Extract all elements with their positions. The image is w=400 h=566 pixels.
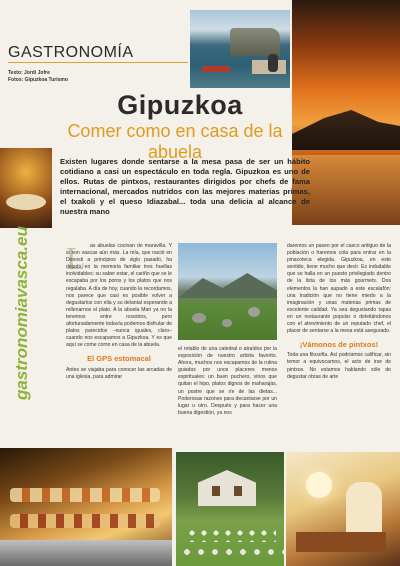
article-intro: Existen lugares donde sentarse a la mesa pasa de ser un hábito cotidiano a casi un espectáculo en toda regla. Gipuzkoa es uno de ellos. Rutas de pintxos, restaurantes dirigidos por chefs de fama internacional, mercados nutridos con las mejores materias primas, el txakoli y el queso Idiazabal... toda una delicia al alcance de nuestra mano (60, 157, 310, 216)
section-rule (8, 62, 188, 63)
col1-paragraph-2: Antes se viajaba para conocer las arcadas de una iglesia, para admirar (66, 366, 172, 380)
col3-paragraph-2: Toda una filosofía. Así podríamos calificar, sin temor a equivocarnos, el acto de irse de pintxos. No estamos hablando sólo de degustar obras de arte (287, 352, 391, 380)
mountain-meadow-photo (178, 243, 277, 340)
section-title: GASTRONOMÍA (8, 44, 134, 61)
col3-subhead: ¡Vámonos de pintxos! (299, 340, 379, 350)
col2-paragraph: el retablo de una catedral o atraídos por la exposición de nuestro artista favorito. Ahora, muchos nos escapamos de la rutina guiados por unos placeres menos espirituales: un buen puchero, vinos que quitan el hipo, platos dignos de maharajás, un postre que se ríe de las dietas... Poderosas razones para decantarse por un lugar u otro. Después y para hacer una buena digestión, ya nos (178, 346, 277, 416)
col1-subhead: El GPS estomacal (87, 354, 151, 364)
column-3 (287, 243, 391, 383)
credits-photo: Fotos: Gipuzkoa Turismo (8, 77, 68, 83)
sidebar-url: gastronomiavasca.eu (12, 226, 31, 400)
coastal-town-photo (190, 10, 290, 88)
article-subtitle: Comer como en casa de la abuela (67, 121, 283, 162)
dropcap: L (66, 240, 86, 276)
column-1 (66, 240, 172, 383)
farmhouse-sheep-photo (176, 452, 284, 566)
credits (8, 70, 68, 84)
pintxos-counter-photo (0, 448, 172, 566)
credits-text: Texto: Jordi Jofre (8, 70, 50, 76)
col1-paragraph-1: as abuelas cocinan de maravilla. Y si son vascas aún más. La mía, que nació en Donosti a principios de siglo pasado, ha dejado en la memoria familiar tres huellas inolvidables: su saber estar, el cariño que se le escapaba por los poros y los platos que nos regalaba. A día de hoy, cuando la recordamos, nos parece que casi es posible volver a degustarlos con ella y su delantal esperando a rellenarnos el plato. A la abuela Mari ya no la tenemos entre nosotros, pero afortunadamente todavía podemos disfrutar de platos parecidos –nunca iguales, claro– cuando nos escapamos a Gipuzkoa. Y es que aquí se come como en casa de la abuela. (66, 243, 172, 349)
restaurant-interior-photo (286, 452, 400, 566)
article-title: Gipuzkoa (117, 90, 243, 120)
col3-paragraph-1: daremos un paseo por el casco antiguo de la población o haremos cola para entrar en la pinacoteca elegida. Gipuzkoa, en este sentido, tiene mucho que decir. Es indudable que se halla en un puesto privilegiado dentro de la lista de los más gourmets. Dos elementos la han aupado a este escalafón: una tradición que no tiene miedo a la imaginación y unas materias primas de excelente calidad. Ya sea degustando tapas en un restaurante popular o deleitándonos con el atrevimiento de un reputado chef, el placer de sentarse a la mesa está asegurado. (287, 243, 391, 335)
column-2 (178, 346, 277, 419)
